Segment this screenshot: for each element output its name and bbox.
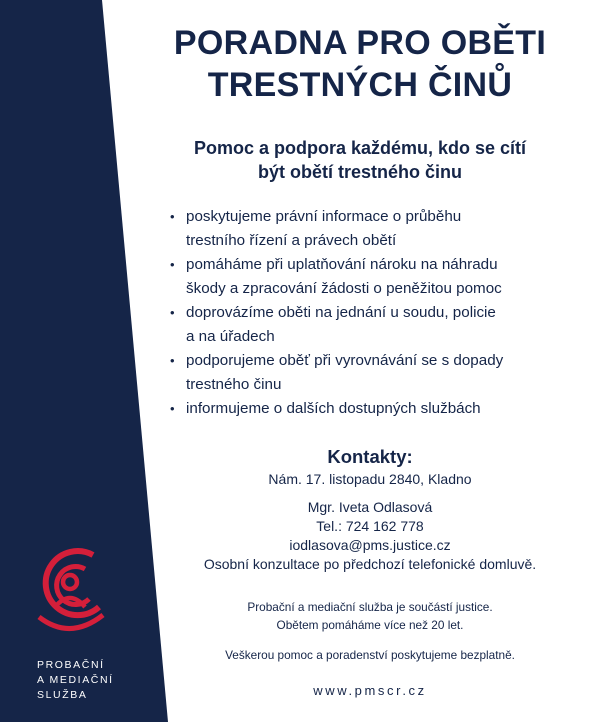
list-item: [170, 253, 590, 301]
list-item: [170, 349, 590, 397]
bullet-icon: •: [170, 353, 175, 368]
list-item: [170, 205, 590, 253]
service-text: doprovázíme oběti na jednání u soudu, policie: [186, 304, 496, 321]
logo-wordmark: [37, 658, 147, 703]
list-item: [170, 397, 590, 421]
page-subtitle: [150, 136, 570, 184]
subtitle-line-1: Pomoc a podpora každému, kdo se cítí: [193, 138, 527, 158]
logo-line-1: PROBAČNÍ: [37, 659, 105, 671]
footer-line-1: Probační a mediační služba je součástí justice.: [247, 600, 493, 614]
service-text: informujeme o dalších dostupných službách: [186, 400, 481, 417]
bullet-icon: •: [170, 209, 175, 224]
pms-logo-icon: [33, 545, 107, 645]
service-text: škody a zpracování žádosti o peněžitou pomoc: [186, 280, 502, 297]
bullet-icon: •: [170, 257, 175, 272]
contact-note: Osobní konzultace po předchozí telefonické domluvě.: [203, 556, 537, 572]
service-text: a na úřadech: [186, 328, 275, 345]
logo-line-2: A MEDIAČNÍ: [37, 674, 114, 686]
bullet-icon: •: [170, 305, 175, 320]
service-text: trestného činu: [186, 376, 282, 393]
contacts-section: [160, 444, 580, 574]
contact-name: Mgr. Iveta Odlasová: [307, 499, 433, 515]
footer-notes: [160, 598, 580, 664]
contact-address: Nám. 17. listopadu 2840, Kladno: [268, 471, 472, 487]
title-line-2: TRESTNÝCH ČINŮ: [207, 66, 513, 104]
website-url: www.pmscr.cz: [313, 683, 427, 698]
service-text: pomáháme při uplatňování nároku na náhradu: [186, 256, 498, 273]
service-text: poskytujeme právní informace o průběhu: [186, 208, 462, 225]
title-line-1: PORADNA PRO OBĚTI: [173, 24, 547, 62]
services-list: [170, 205, 590, 421]
contact-email: iodlasova@pms.justice.cz: [289, 537, 451, 553]
contacts-heading: Kontakty:: [327, 446, 413, 467]
footer-line-2: Obětem pomáháme více než 20 let.: [276, 618, 464, 632]
bullet-icon: •: [170, 401, 175, 416]
footer-line-3: Veškerou pomoc a poradenství poskytujeme bezplatně.: [225, 648, 515, 662]
logo-line-3: SLUŽBA: [37, 689, 88, 701]
service-text: trestního řízení a právech obětí: [186, 232, 397, 249]
subtitle-line-2: být obětí trestného činu: [257, 162, 462, 182]
service-text: podporujeme oběť při vyrovnávání se s dopady: [186, 352, 504, 369]
list-item: [170, 301, 590, 349]
page-title: [140, 22, 580, 106]
contact-phone: Tel.: 724 162 778: [316, 518, 424, 534]
